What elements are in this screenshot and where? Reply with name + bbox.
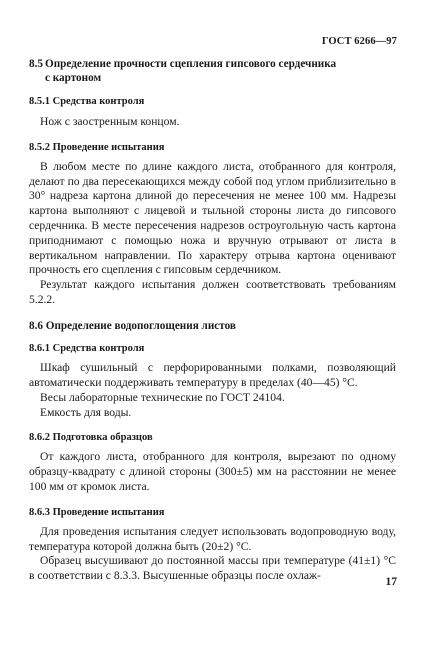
section-8-6-3-heading: 8.6.3 Проведение испытания	[29, 506, 165, 518]
section-8-5-2-heading: 8.5.2 Проведение испытания	[29, 141, 165, 153]
section-8-5-title-line2: с картоном	[45, 71, 102, 84]
section-8-5-2-paragraph-1: В любом месте по длине каждого листа, отобранного для контроля, делают по два пересекающихся между собой под углом приблизительно в 30° надреза картона длиной до пересечения не менее 100 мм. Надрезы картона выполняют с лицевой и тыльной стороны листа до гипсового сердечника. В месте пересечения надрезов остроугольную часть картона приподнимают с помощью ножа и вручную отрывают от листа в вертикальном направлении. По характеру отрыва картона оценивают прочность его сцепления с гипсовым сердечником.	[29, 159, 396, 277]
running-header: ГОСТ 6266—97	[321, 36, 397, 47]
section-8-6-3-paragraph-2: Образец высушивают до постоянной массы при температуре (41±1) °С в соответствии с 8.3.3. Высушенные образцы после охлаж-	[29, 554, 396, 583]
section-8-6-3-paragraph-1: Для проведения испытания следует использовать водопроводную воду, температура которой должна быть (20±2) °С.	[29, 524, 396, 553]
section-8-5-2-paragraph-2: Результат каждого испытания должен соответствовать требованиям 5.2.2.	[29, 278, 396, 306]
section-8-5-title-line1: Определение прочности сцепления гипсового сердечника	[45, 58, 337, 70]
section-8-6-1-paragraph-3: Емкость для воды.	[40, 405, 132, 419]
section-8-6-2-paragraph-1: От каждого листа, отобранного для контроля, вырезают по одному образцу-квадрату с длиной стороны (300±5) мм на расстоянии не менее 100 мм от кромок листа.	[29, 450, 396, 494]
section-8-5-heading	[29, 58, 396, 85]
section-8-6-1-paragraph-1: Шкаф сушильный с перфорированными полками, позволяющий автоматически поддерживать температуру в пределах (40—45) °С.	[29, 361, 396, 390]
section-8-6-heading: 8.6 Определение водопоглощения листов	[29, 319, 236, 332]
page-content	[29, 55, 396, 584]
section-8-5-number: 8.5	[29, 58, 43, 70]
section-8-5-1-heading: 8.5.1 Средства контроля	[29, 96, 145, 107]
section-8-6-1-heading: 8.6.1 Средства контроля	[29, 343, 145, 355]
section-8-5-1-text: Нож с заостренным концом.	[40, 115, 180, 128]
section-8-6-1-paragraph-2: Весы лабораторные технические по ГОСТ 24104.	[40, 390, 285, 404]
section-8-6-2-heading: 8.6.2 Подготовка образцов	[29, 432, 153, 444]
page-number: 17	[385, 576, 397, 588]
